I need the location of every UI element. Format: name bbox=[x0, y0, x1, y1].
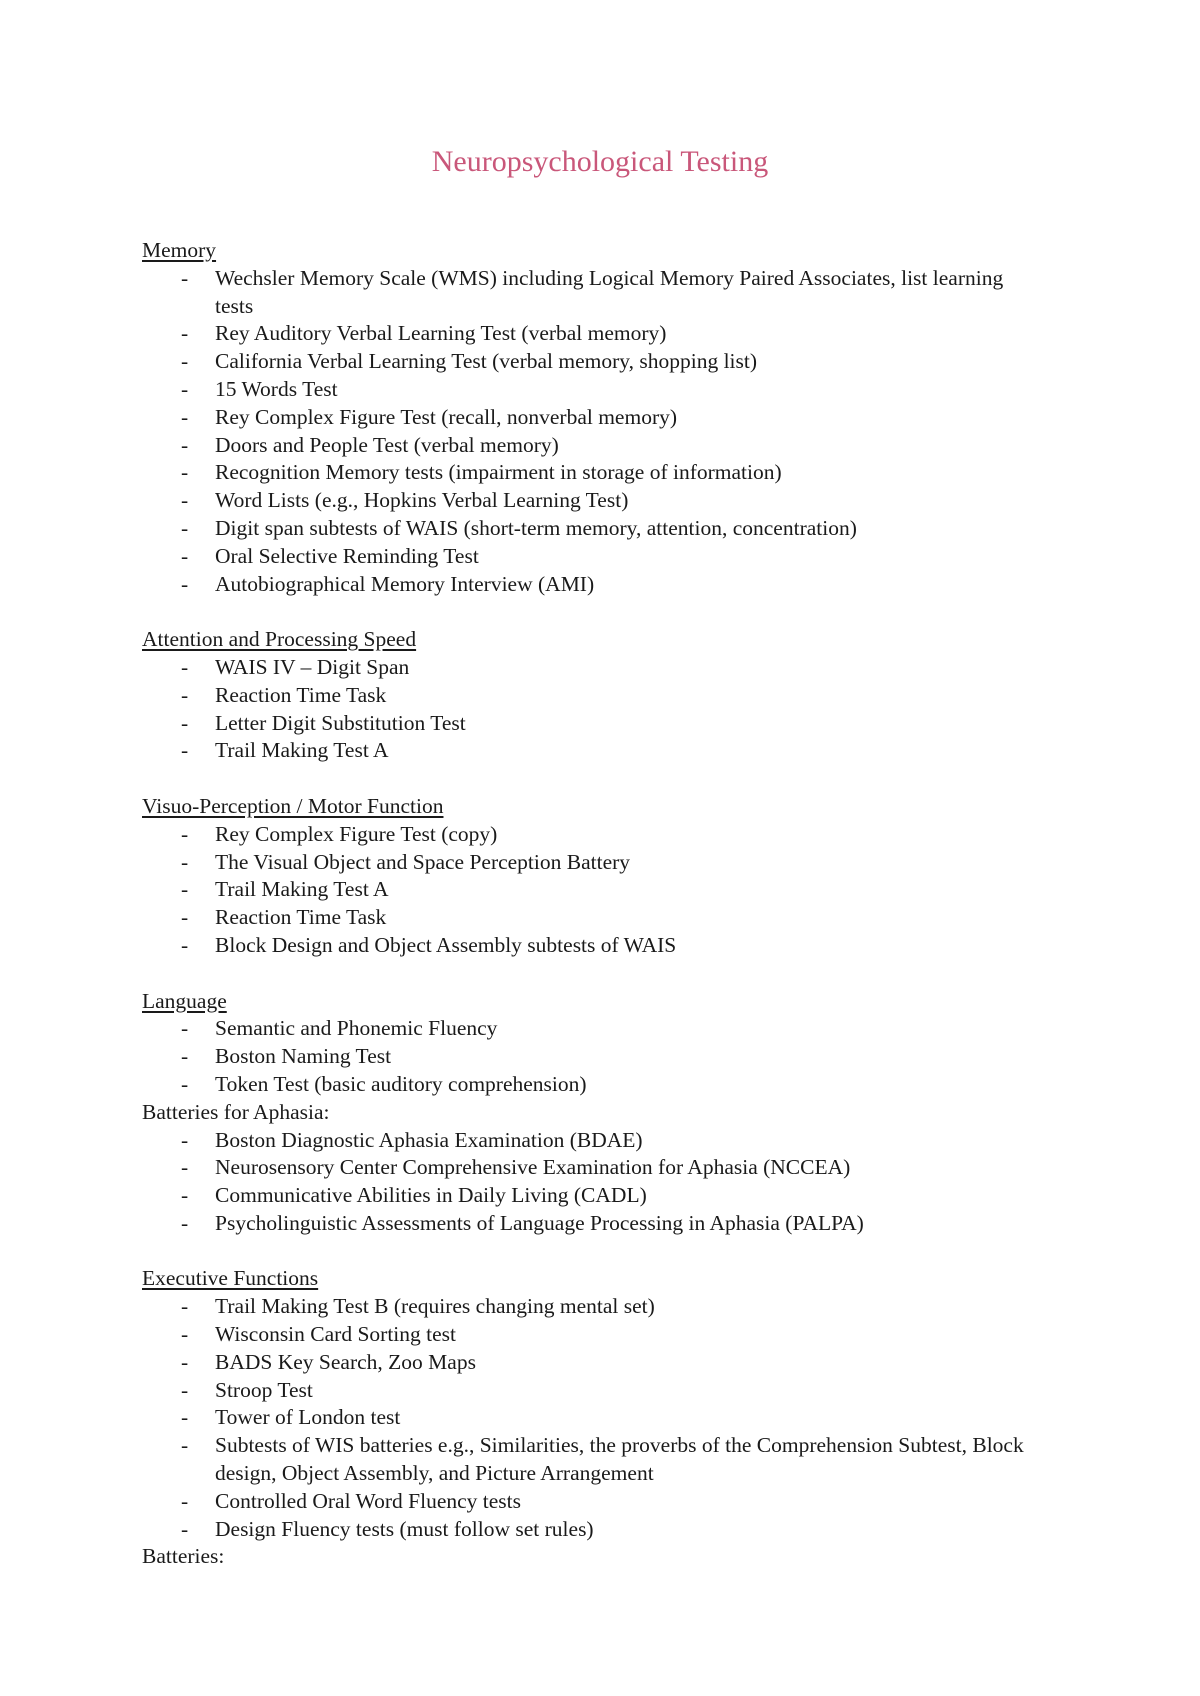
dash-bullet: - bbox=[181, 1377, 189, 1402]
page-title: Neuropsychological Testing bbox=[431, 145, 769, 178]
section-heading: Attention and Processing Speed bbox=[142, 627, 417, 652]
list-item-text: California Verbal Learning Test (verbal memory, shopping list) bbox=[215, 349, 758, 374]
list-item-text: Block Design and Object Assembly subtests of WAIS bbox=[215, 932, 677, 957]
list-item-text: Trail Making Test A bbox=[215, 877, 389, 902]
dash-bullet: - bbox=[181, 1488, 189, 1513]
list-item-text: Communicative Abilities in Daily Living (CADL) bbox=[215, 1183, 647, 1208]
dash-bullet: - bbox=[181, 1433, 189, 1458]
list-item-text: Neurosensory Center Comprehensive Examination for Aphasia (NCCEA) bbox=[215, 1155, 851, 1180]
dash-bullet: - bbox=[181, 849, 189, 874]
list-item-text: Semantic and Phonemic Fluency bbox=[215, 1016, 498, 1041]
list-item bbox=[142, 543, 1042, 571]
list-item-text: Token Test (basic auditory comprehension) bbox=[215, 1071, 587, 1096]
list-item-text: Wechsler Memory Scale (WMS) including Logical Memory Paired Associates, list learning tests bbox=[215, 265, 1004, 318]
dash-bullet: - bbox=[181, 1127, 189, 1152]
list-item bbox=[142, 1349, 1042, 1377]
dash-bullet: - bbox=[181, 1155, 189, 1180]
list-item-text: Stroop Test bbox=[215, 1377, 313, 1402]
list-item-text: Reaction Time Task bbox=[215, 682, 387, 707]
dash-bullet: - bbox=[181, 654, 189, 679]
dash-bullet: - bbox=[181, 1071, 189, 1096]
dash-bullet: - bbox=[181, 376, 189, 401]
list-item-text: Recognition Memory tests (impairment in storage of information) bbox=[215, 460, 782, 485]
list-item-text: Psycholinguistic Assessments of Language Processing in Aphasia (PALPA) bbox=[215, 1210, 864, 1235]
list-item bbox=[142, 1432, 1042, 1488]
list-item bbox=[142, 1043, 1042, 1071]
list-item bbox=[142, 459, 1042, 487]
list-item bbox=[142, 710, 1042, 738]
list-item-text: Oral Selective Reminding Test bbox=[215, 543, 479, 568]
list-item bbox=[142, 571, 1042, 599]
dash-bullet: - bbox=[181, 321, 189, 346]
list-item-text: Doors and People Test (verbal memory) bbox=[215, 432, 559, 457]
list-item-text: Design Fluency tests (must follow set rules) bbox=[215, 1516, 594, 1541]
section-language bbox=[142, 988, 1042, 1238]
section-heading: Visuo-Perception / Motor Function bbox=[142, 793, 444, 818]
list-item bbox=[142, 515, 1042, 543]
section-attention-and-processing-speed bbox=[142, 626, 1042, 765]
dash-bullet: - bbox=[181, 460, 189, 485]
list-item-text: Tower of London test bbox=[215, 1405, 401, 1430]
list-item-text: Trail Making Test A bbox=[215, 738, 389, 763]
list-item bbox=[142, 487, 1042, 515]
list-item bbox=[142, 1516, 1042, 1544]
list-item-text: Rey Complex Figure Test (copy) bbox=[215, 821, 498, 846]
document-body bbox=[142, 237, 1042, 1599]
list-item bbox=[142, 404, 1042, 432]
list-item-text: Word Lists (e.g., Hopkins Verbal Learning Test) bbox=[215, 488, 629, 513]
dash-bullet: - bbox=[181, 905, 189, 930]
list-item-text: WAIS IV – Digit Span bbox=[215, 654, 410, 679]
list-item bbox=[142, 1127, 1042, 1155]
dash-bullet: - bbox=[181, 1405, 189, 1430]
dash-bullet: - bbox=[181, 1183, 189, 1208]
test-list bbox=[142, 1293, 1042, 1543]
list-item bbox=[142, 1015, 1042, 1043]
dash-bullet: - bbox=[181, 1294, 189, 1319]
dash-bullet: - bbox=[181, 1044, 189, 1069]
list-item bbox=[142, 432, 1042, 460]
list-item bbox=[142, 1293, 1042, 1321]
list-item-text: Boston Naming Test bbox=[215, 1044, 392, 1069]
test-list bbox=[142, 1015, 1042, 1098]
section-heading: Executive Functions bbox=[142, 1266, 319, 1291]
list-item bbox=[142, 682, 1042, 710]
dash-bullet: - bbox=[181, 1349, 189, 1374]
dash-bullet: - bbox=[181, 710, 189, 735]
list-item-text: Trail Making Test B (requires changing mental set) bbox=[215, 1294, 655, 1319]
dash-bullet: - bbox=[181, 1322, 189, 1347]
list-item bbox=[142, 1210, 1042, 1238]
dash-bullet: - bbox=[181, 265, 189, 290]
dash-bullet: - bbox=[181, 1210, 189, 1235]
dash-bullet: - bbox=[181, 404, 189, 429]
list-item bbox=[142, 737, 1042, 765]
list-item-text: Letter Digit Substitution Test bbox=[215, 710, 466, 735]
battery-list bbox=[142, 1127, 1042, 1238]
dash-bullet: - bbox=[181, 682, 189, 707]
test-list bbox=[142, 265, 1042, 599]
list-item bbox=[142, 1488, 1042, 1516]
list-item bbox=[142, 821, 1042, 849]
test-list bbox=[142, 821, 1042, 960]
list-item bbox=[142, 376, 1042, 404]
dash-bullet: - bbox=[181, 738, 189, 763]
dash-bullet: - bbox=[181, 1016, 189, 1041]
list-item bbox=[142, 320, 1042, 348]
dash-bullet: - bbox=[181, 932, 189, 957]
list-item bbox=[142, 1182, 1042, 1210]
list-item-text: Boston Diagnostic Aphasia Examination (BDAE) bbox=[215, 1127, 643, 1152]
list-item-text: The Visual Object and Space Perception Battery bbox=[215, 849, 631, 874]
list-item-text: Reaction Time Task bbox=[215, 905, 387, 930]
section-executive-functions bbox=[142, 1265, 1042, 1571]
list-item bbox=[142, 348, 1042, 376]
dash-bullet: - bbox=[181, 515, 189, 540]
section-memory bbox=[142, 237, 1042, 598]
list-item-text: Subtests of WIS batteries e.g., Similarities, the proverbs of the Comprehension Subtest, Block design, Object Assembly, and Picture Arrangement bbox=[215, 1433, 1024, 1486]
list-item bbox=[142, 849, 1042, 877]
list-item bbox=[142, 1071, 1042, 1099]
section-heading: Memory bbox=[142, 238, 217, 262]
dash-bullet: - bbox=[181, 349, 189, 374]
list-item bbox=[142, 932, 1042, 960]
section-heading: Language bbox=[142, 988, 227, 1013]
list-item bbox=[142, 1404, 1042, 1432]
list-item bbox=[142, 265, 1042, 321]
list-item-text: 15 Words Test bbox=[215, 376, 338, 401]
test-list bbox=[142, 654, 1042, 765]
list-item-text: Rey Complex Figure Test (recall, nonverbal memory) bbox=[215, 404, 678, 429]
dash-bullet: - bbox=[181, 571, 189, 596]
dash-bullet: - bbox=[181, 488, 189, 513]
subheading: Batteries for Aphasia: bbox=[142, 1099, 330, 1124]
list-item-text: Digit span subtests of WAIS (short-term memory, attention, concentration) bbox=[215, 515, 857, 540]
subheading: Batteries: bbox=[142, 1544, 225, 1569]
list-item-text: BADS Key Search, Zoo Maps bbox=[215, 1349, 476, 1374]
list-item-text: Controlled Oral Word Fluency tests bbox=[215, 1488, 521, 1513]
dash-bullet: - bbox=[181, 432, 189, 457]
dash-bullet: - bbox=[181, 1516, 189, 1541]
list-item bbox=[142, 654, 1042, 682]
list-item bbox=[142, 876, 1042, 904]
list-item-text: Rey Auditory Verbal Learning Test (verbal memory) bbox=[215, 321, 667, 346]
section-visuo-perception-motor-function bbox=[142, 793, 1042, 960]
dash-bullet: - bbox=[181, 877, 189, 902]
dash-bullet: - bbox=[181, 821, 189, 846]
list-item bbox=[142, 904, 1042, 932]
list-item bbox=[142, 1154, 1042, 1182]
list-item bbox=[142, 1321, 1042, 1349]
list-item-text: Wisconsin Card Sorting test bbox=[215, 1322, 456, 1347]
list-item bbox=[142, 1377, 1042, 1405]
list-item-text: Autobiographical Memory Interview (AMI) bbox=[215, 571, 595, 596]
dash-bullet: - bbox=[181, 543, 189, 568]
